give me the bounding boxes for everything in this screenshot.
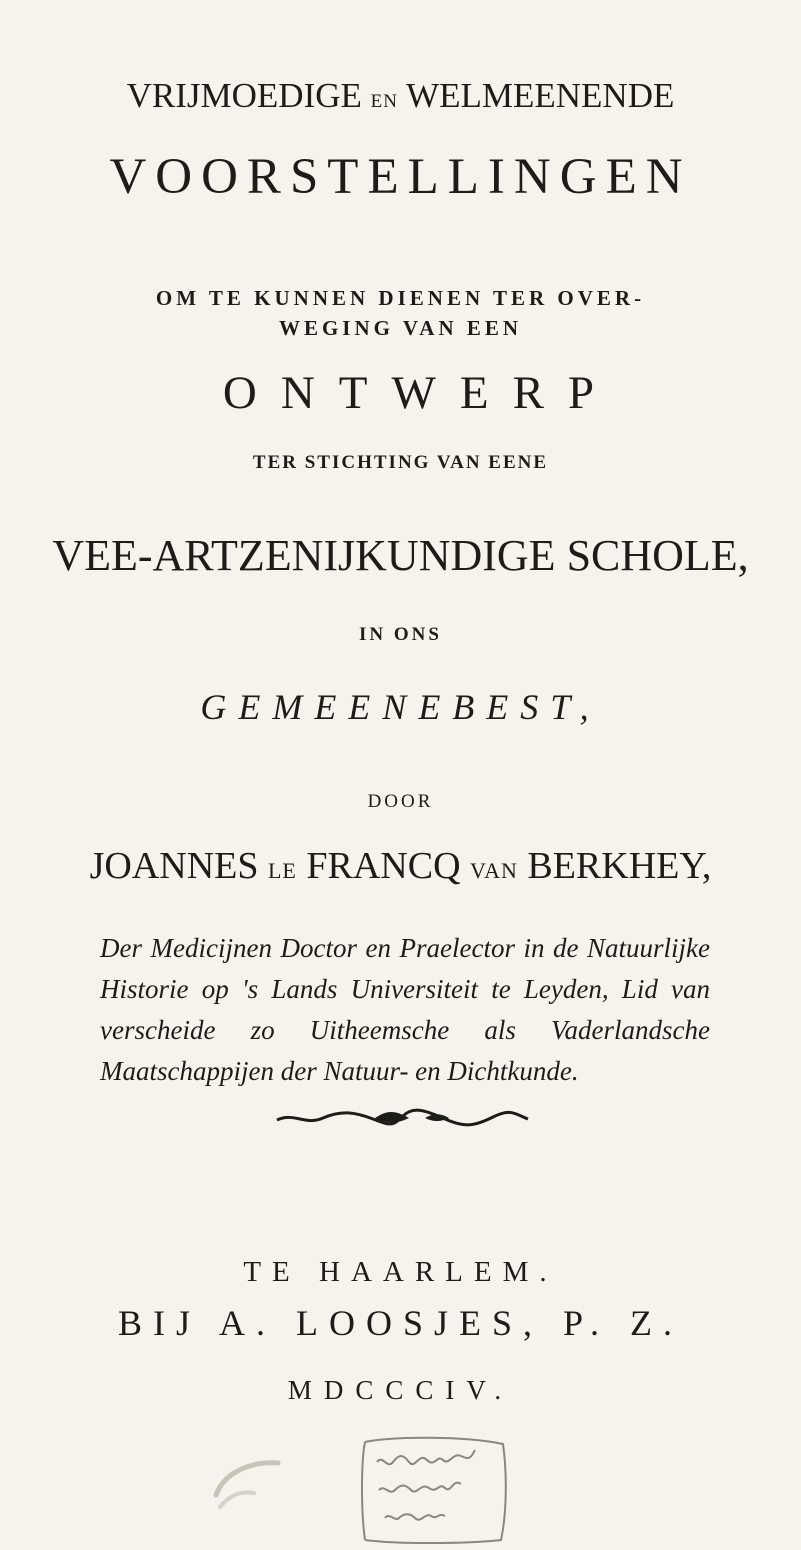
title-line-om-te-kunnen: OM TE KUNNEN DIENEN TER OVER- (155, 286, 646, 310)
author-particle-le: LE (267, 858, 297, 883)
faint-library-stamp (210, 1455, 285, 1525)
handwritten-ownership-note (355, 1432, 510, 1547)
title-word-ontwerp: ONTWERP (222, 367, 619, 419)
imprint-publisher: BIJ A. LOOSJES, P. Z. (117, 1303, 684, 1343)
title-line-scholen: VEE-ARTZENIJKUNDIGE SCHOLE, (52, 531, 749, 580)
author-credentials: Der Medicijnen Doctor en Praelector in de Natuurlijke Historie op 's Lands Universiteit te Leyden, Lid van verscheide zo Uitheemsche als Vaderlandsche Maatschappijen der Natuur- en Dichtkunde. (100, 933, 710, 1086)
printer-ornament-rule (275, 1106, 530, 1130)
title-line-ter-stichting: TER STICHTING VAN EENE (252, 452, 549, 473)
author-name (0, 844, 801, 888)
author-middle-name: FRANCQ (306, 845, 461, 887)
imprint-year: MDCCCIV. (287, 1375, 514, 1405)
author-particle-van: VAN (470, 858, 518, 883)
title-word-en: EN (370, 91, 398, 112)
title-main-voorstellingen: VOORSTELLINGEN (109, 149, 692, 205)
title-word-gemeenebest: GEMEENEBEST, (200, 687, 601, 727)
title-word-vrijmoedige: VRIJMOEDIGE (126, 76, 362, 115)
title-line-in-ons: IN ONS (359, 624, 442, 645)
title-line-vrijmoedige (0, 76, 801, 116)
title-line-weging: WEGING VAN EEN (278, 316, 523, 340)
title-word-door: DOOR (367, 791, 434, 812)
imprint-city: TE HAARLEM. (243, 1256, 558, 1288)
author-last-name: BERKHEY, (527, 845, 712, 887)
author-first-name: JOANNES (89, 845, 259, 887)
title-word-welmeenende: WELMEENENDE (406, 76, 675, 115)
